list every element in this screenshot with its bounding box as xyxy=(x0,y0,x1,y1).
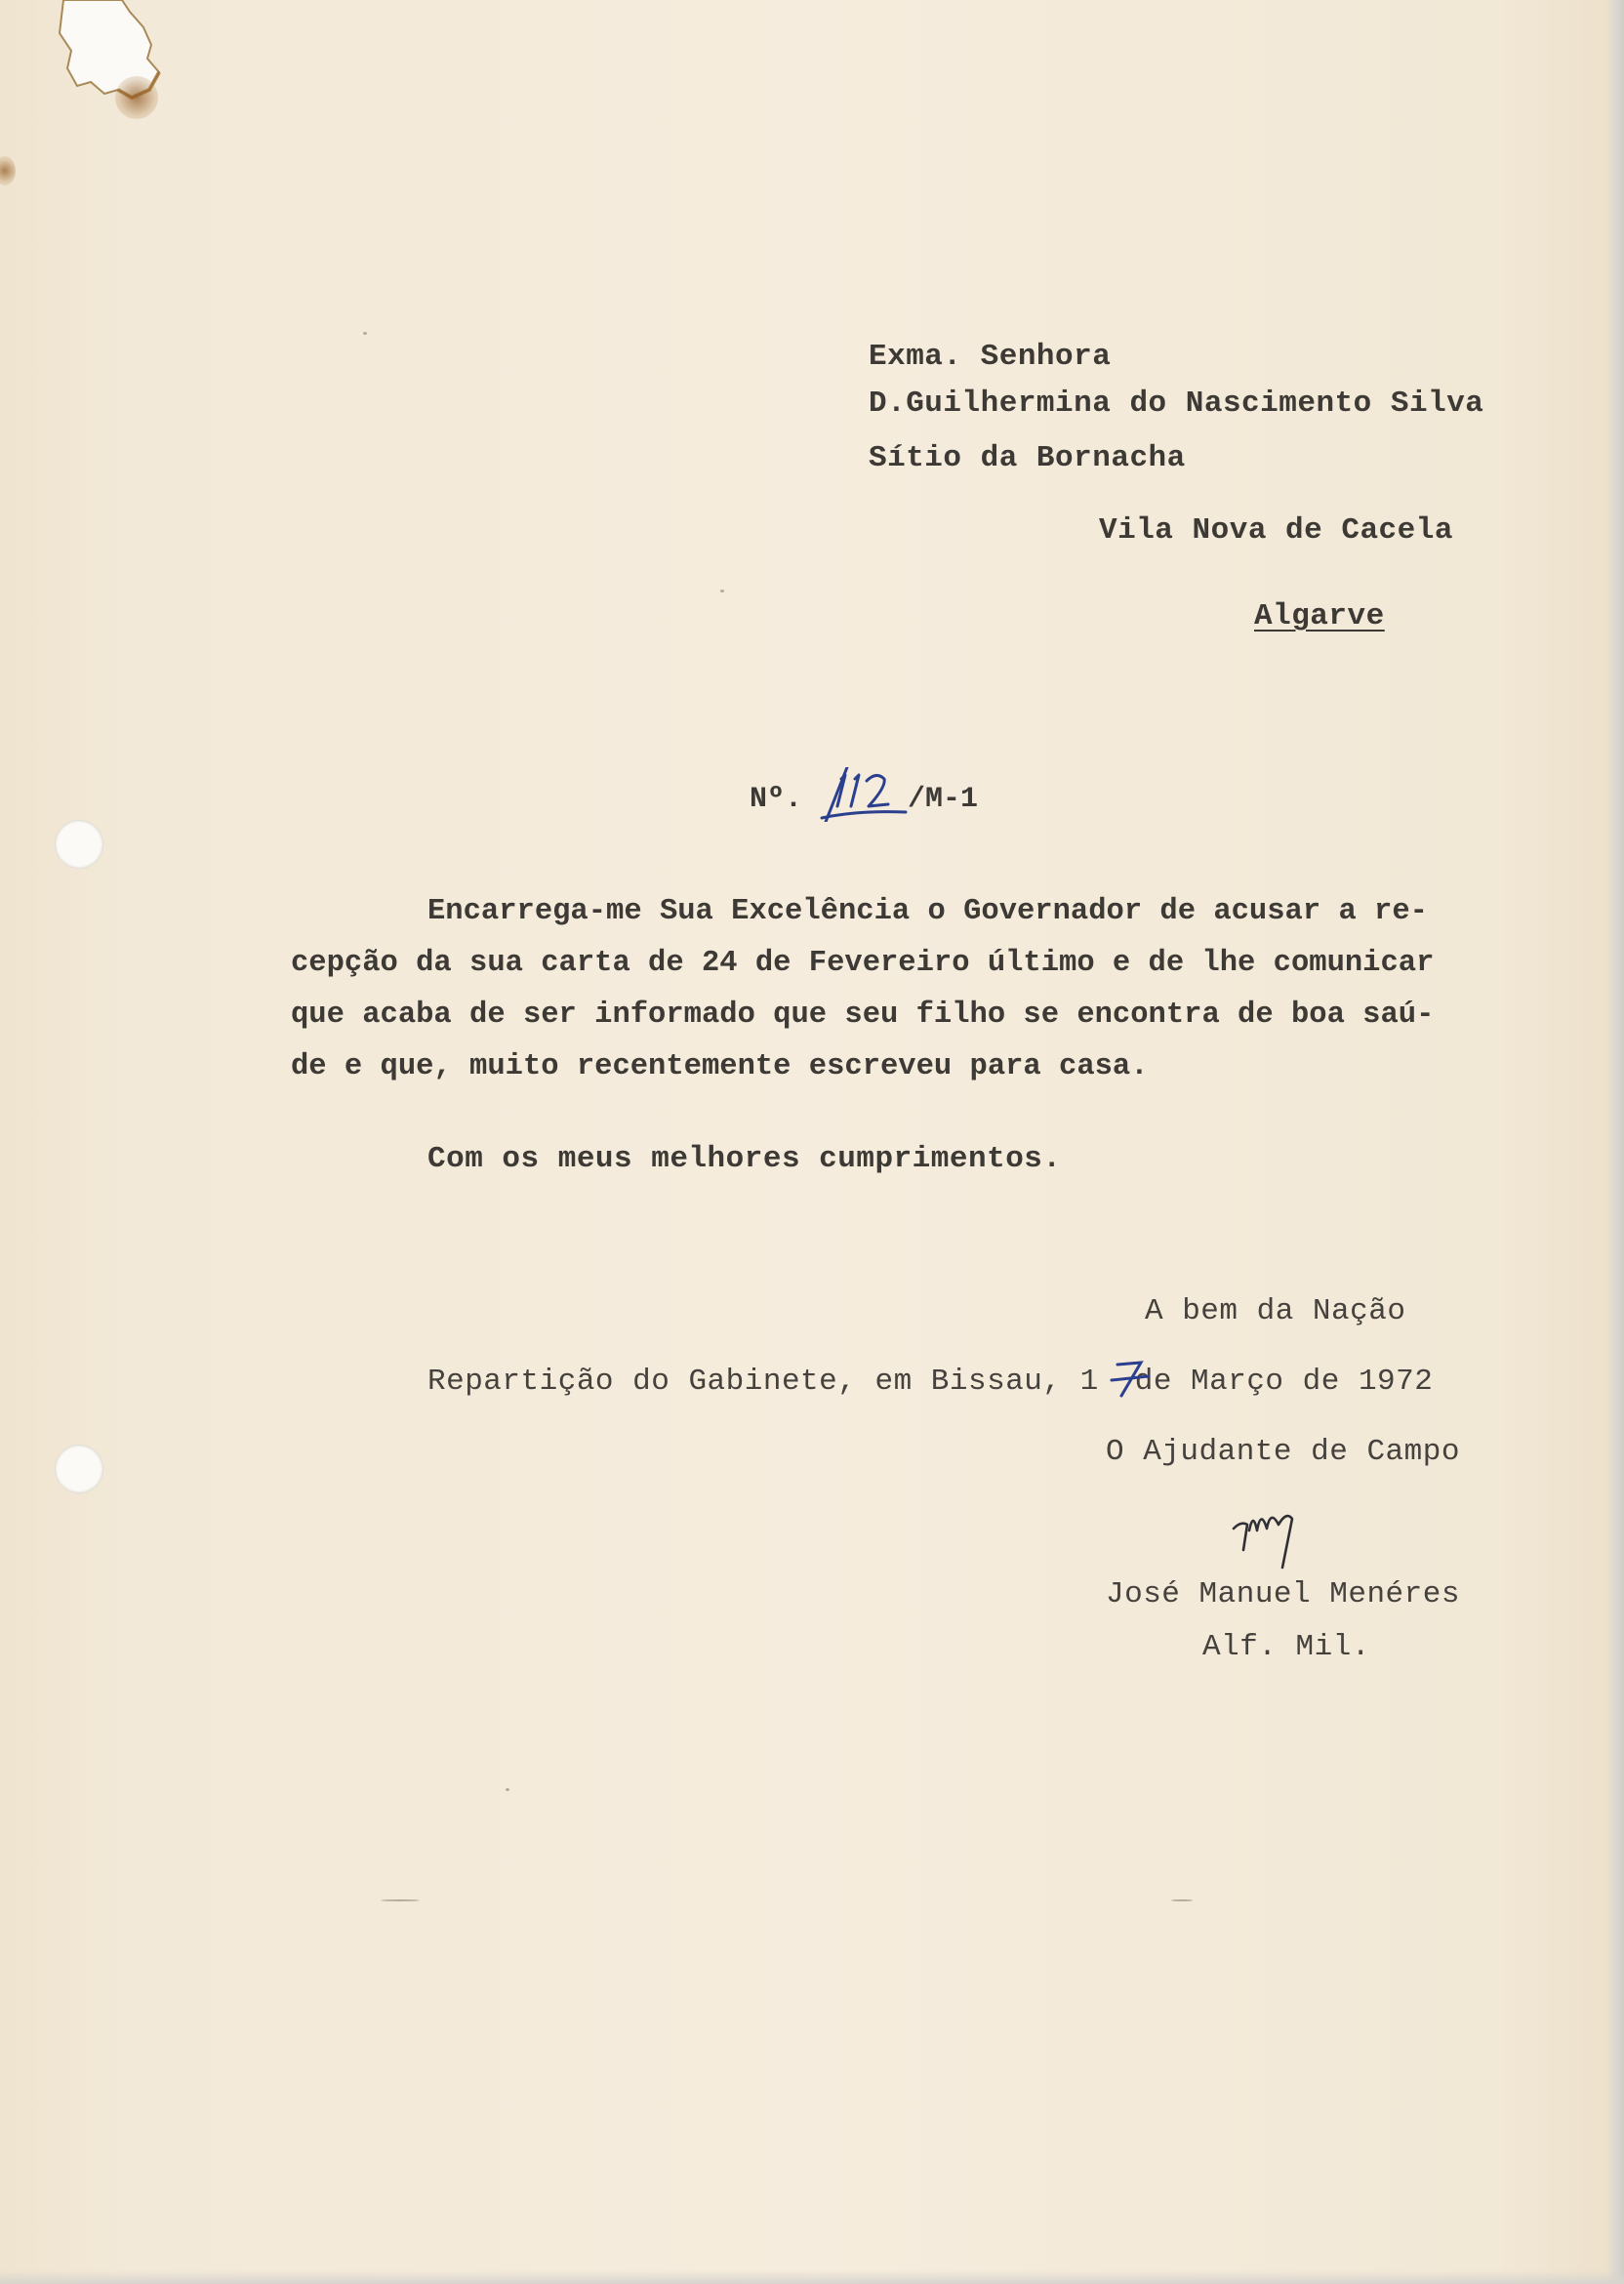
reference-number xyxy=(750,767,1003,826)
body-line: de e que, muito recentemente escreveu para casa. xyxy=(291,1050,1149,1083)
page-edge-right xyxy=(1606,0,1624,2284)
handwritten-reference-number xyxy=(820,767,908,822)
addressee-town: Vila Nova de Cacela xyxy=(1099,513,1453,548)
reference-suffix: /M-1 xyxy=(908,783,979,816)
letter-closing: Com os meus melhores cumprimentos. xyxy=(427,1142,1062,1176)
paper-speck xyxy=(720,590,724,592)
paper-speck xyxy=(1171,1899,1193,1901)
handwritten-signature xyxy=(1232,1501,1314,1570)
letter-body xyxy=(291,886,1526,1093)
punch-hole-lower xyxy=(55,1445,103,1493)
paper-speck xyxy=(381,1899,420,1901)
rust-stain xyxy=(0,156,16,185)
paper-speck xyxy=(506,1788,509,1791)
addressee-salutation: Exma. Senhora xyxy=(869,340,1112,374)
paper-speck xyxy=(363,332,367,335)
addressee-name: D.Guilhermina do Nascimento Silva xyxy=(869,387,1484,421)
handwritten-date-correction xyxy=(1108,1355,1153,1400)
rust-stain xyxy=(115,76,158,119)
body-line: Encarrega-me Sua Excelência o Governador de acusar a re- xyxy=(427,895,1428,928)
signoff-role: O Ajudante de Campo xyxy=(1106,1435,1460,1469)
reference-prefix: Nº. xyxy=(750,783,803,816)
date-day: 1 xyxy=(1079,1365,1099,1399)
place-date-prefix: Repartição do Gabinete, em Bissau, xyxy=(427,1365,1080,1399)
addressee-place: Sítio da Bornacha xyxy=(869,441,1186,475)
body-line: que acaba de ser informado que seu filho se encontra de boa saú- xyxy=(291,999,1435,1032)
body-line: cepção da sua carta de 24 de Fevereiro último e de lhe comunicar xyxy=(291,947,1435,980)
signoff-place-date xyxy=(427,1366,1433,1397)
signer-name: José Manuel Menéres xyxy=(1106,1577,1460,1611)
punch-hole-upper xyxy=(55,820,103,869)
place-date-suffix: de Março de 1972 xyxy=(1116,1365,1434,1399)
page-edge-bottom xyxy=(0,2270,1624,2284)
signoff-motto: A bem da Nação xyxy=(1145,1294,1406,1328)
addressee-region: Algarve xyxy=(1254,599,1385,633)
signer-rank: Alf. Mil. xyxy=(1202,1630,1370,1664)
